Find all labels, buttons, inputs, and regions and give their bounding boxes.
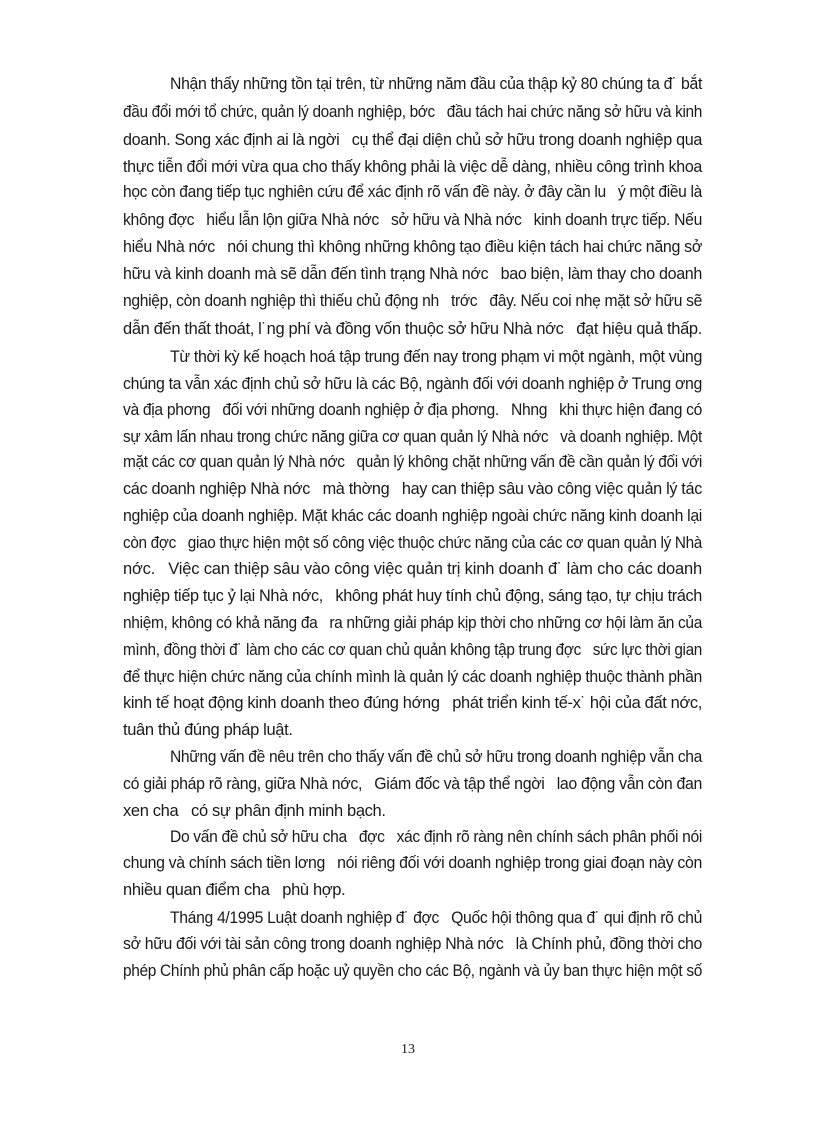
text-line: nhiệm, không có khả năng đa ra những giải pháp kịp thời cho những cơ hội làm ăn của — [123, 614, 702, 632]
text-line: để thực hiện chức năng của chính mình là quản lý các doanh nghiệp thuộc thành phần — [123, 668, 702, 686]
text-line: hiểu Nhà nớc nói chung thì không những không tạo điều kiện tách hai chức năng sở — [123, 238, 702, 256]
text-line: đầu đổi mới tổ chức, quản lý doanh nghiệp, bớc đầu tách hai chức năng sở hữu và kinh — [123, 103, 702, 121]
text-line: không đợc hiểu lẫn lộn giữa Nhà nớc sở hữu và Nhà nớc kinh doanh trực tiếp. Nếu — [123, 211, 702, 229]
text-line: còn đợc giao thực hiện một số công việc thuộc chức năng của các cơ quan quản lý Nhà — [123, 534, 702, 552]
text-line: Do vấn đề chủ sở hữu cha đợc xác định rõ ràng nên chính sách phân phối nói — [170, 828, 702, 846]
text-line: kinh tế hoạt động kinh doanh theo đúng hớng phát triển kinh tế-x˙ hội của đất nớc, — [123, 694, 702, 712]
text-line: Những vấn đề nêu trên cho thấy vấn đề chủ sở hữu trong doanh nghiệp vẫn cha — [170, 748, 702, 766]
text-line: xen cha có sự phân định minh bạch. — [123, 802, 386, 820]
text-line: hữu và kinh doanh mà sẽ dẫn đến tình trạng Nhà nớc bao biện, làm thay cho doanh — [123, 265, 702, 283]
text-line: chung và chính sách tiền lơng nói riêng đối với doanh nghiệp trong giai đoạn này còn — [123, 854, 702, 872]
text-line: học còn đang tiếp tục nghiên cứu để xác định rõ vấn đề này. ở đây cần lu ý một điều là — [123, 183, 702, 201]
text-line: Từ thời kỳ kế hoạch hoá tập trung đến nay trong phạm vi một ngành, một vùng — [170, 348, 702, 366]
text-line: có giải pháp rõ ràng, giữa Nhà nớc, Giám đốc và tập thể ngời lao động vẫn còn đan — [123, 775, 702, 793]
text-line: doanh. Song xác định ai là ngời cụ thể đại diện chủ sở hữu trong doanh nghiệp qua — [123, 131, 702, 149]
text-line: thực tiễn đổi mới vừa qua cho thấy không phải là việc dễ dàng, nhiều công trình khoa — [123, 158, 702, 176]
text-line: nớc. Việc can thiệp sâu vào công việc quản trị kinh doanh đ˙ làm cho các doanh — [123, 560, 702, 578]
text-line: phép Chính phủ phân cấp hoặc uỷ quyền cho các Bộ, ngành và ủy ban thực hiện một số — [123, 962, 702, 980]
page-number: 13 — [401, 1042, 415, 1057]
text-line: Nhận thấy những tồn tại trên, từ những năm đầu của thập kỷ 80 chúng ta đ˙ bắt — [170, 75, 702, 93]
text-line: nhiều quan điểm cha phù hợp. — [123, 881, 346, 899]
text-line: nghiệp tiếp tục ỷ lại Nhà nớc, không phát huy tính chủ động, sáng tạo, tự chịu trách — [123, 587, 702, 605]
text-line: nghiệp của doanh nghiệp. Mặt khác các doanh nghiệp ngoài chức năng kinh doanh lại — [123, 507, 702, 525]
text-line: dẫn đến thất thoát, l˙ng phí và đồng vốn thuộc sở hữu Nhà nớc đạt hiệu quả thấp. — [123, 320, 702, 338]
text-line: và địa phơng đối với những doanh nghiệp ở địa phơng. Nhng khi thực hiện đang có — [123, 401, 702, 419]
text-line: sở hữu đối với tài sản công trong doanh nghiệp Nhà nớc là Chính phủ, đồng thời cho — [123, 935, 702, 953]
text-line: mặt các cơ quan quản lý Nhà nớc quản lý không chặt những vấn đề cần quản lý đối với — [123, 453, 702, 471]
text-line: các doanh nghiệp Nhà nớc mà thờng hay can thiệp sâu vào công việc quản lý tác — [123, 480, 702, 498]
text-line: Tháng 4/1995 Luật doanh nghiệp đ˙ đợc Quốc hội thông qua đ˙ qui định rõ chủ — [170, 909, 702, 927]
text-line: nghiệp, còn doanh nghiệp thì thiếu chủ động nh trớc đây. Nếu coi nhẹ mặt sở hữu sẽ — [123, 292, 702, 310]
text-line: tuân thủ đúng pháp luật. — [123, 721, 293, 739]
text-line: chúng ta vẫn xác định chủ sở hữu là các Bộ, ngành đối với doanh nghiệp ở Trung ơng — [123, 375, 702, 393]
text-line: mình, đồng thời đ˙ làm cho các cơ quan chủ quản không tập trung đợc sức lực thời gian — [123, 641, 702, 659]
text-line: sự xâm lấn nhau trong chức năng giữa cơ quan quản lý Nhà nớc và doanh nghiệp. Một — [123, 428, 702, 446]
